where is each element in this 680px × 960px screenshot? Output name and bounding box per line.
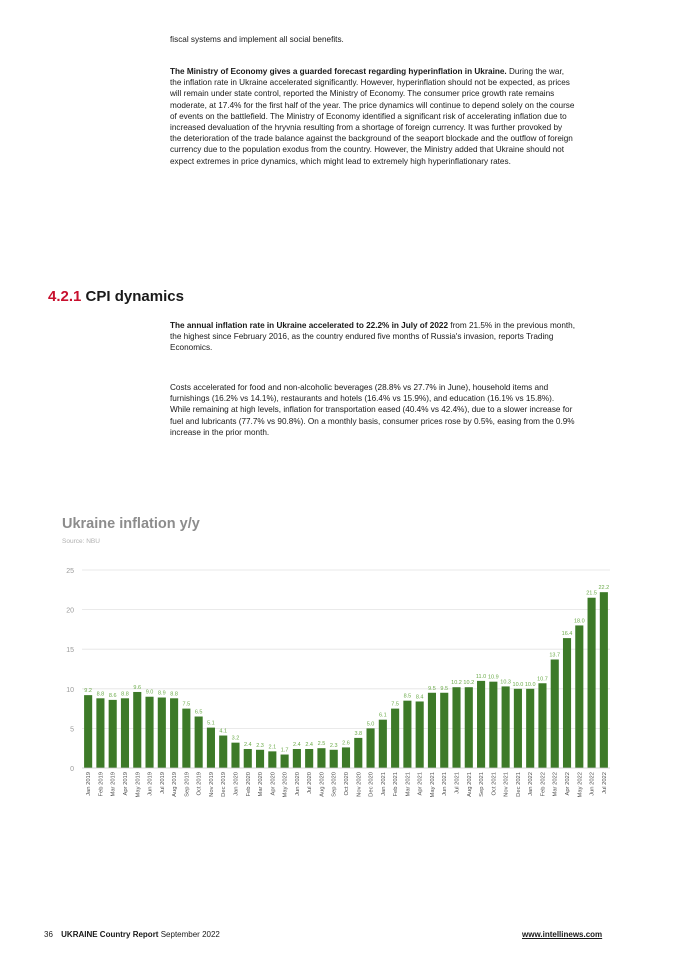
data-label: 10.7 <box>537 676 548 683</box>
x-tick-label: Mar 2019 <box>110 772 117 797</box>
chart-title: Ukraine inflation y/y <box>62 516 200 532</box>
bar <box>133 692 141 768</box>
bar <box>182 709 190 768</box>
data-label: 8.8 <box>96 691 105 698</box>
paragraph-top-text: fiscal systems and implement all social benefits. <box>170 35 344 44</box>
x-tick-label: Apr 2022 <box>565 772 572 796</box>
data-label: 10.2 <box>463 680 475 687</box>
page-number: 36 <box>44 930 53 939</box>
x-tick-label: Mar 2022 <box>552 772 559 797</box>
data-label: 7.5 <box>391 701 399 708</box>
x-tick-label: Dec 2019 <box>221 772 228 797</box>
y-tick-label: 25 <box>66 568 74 575</box>
data-label: 2.4 <box>293 741 301 748</box>
bar <box>244 749 252 768</box>
data-label: 10.0 <box>524 681 536 688</box>
bar <box>145 697 153 768</box>
bar <box>96 698 104 768</box>
data-label: 22.2 <box>598 585 610 592</box>
bar <box>367 728 375 768</box>
data-label: 9.5 <box>440 685 449 692</box>
paragraph-annual-inflation <box>170 320 575 354</box>
bar <box>342 747 350 768</box>
bar <box>575 625 583 768</box>
bar <box>489 682 497 768</box>
chart-subtitle: Source: NBU <box>62 538 100 545</box>
x-tick-label: Jul 2021 <box>454 772 461 794</box>
data-label: 2.1 <box>268 744 277 751</box>
data-label: 9.5 <box>428 685 436 692</box>
bar <box>465 687 473 768</box>
x-tick-label: Feb 2021 <box>393 772 400 797</box>
x-tick-label: Jun 2019 <box>147 772 154 796</box>
data-label: 8.9 <box>157 690 166 697</box>
bar <box>452 687 460 768</box>
y-tick-label: 0 <box>70 766 74 773</box>
x-tick-label: Feb 2019 <box>98 772 105 797</box>
bar <box>354 738 362 768</box>
bar <box>256 750 264 768</box>
x-tick-label: Jan 2020 <box>233 772 240 796</box>
y-tick-label: 5 <box>70 726 74 734</box>
data-label: 4.1 <box>219 728 228 735</box>
x-tick-label: Jul 2019 <box>159 772 166 794</box>
bar <box>109 700 117 768</box>
data-label: 1.7 <box>280 747 289 754</box>
x-tick-label: Nov 2020 <box>356 772 363 797</box>
x-tick-label: Apr 2021 <box>417 772 424 796</box>
x-tick-label: Jul 2022 <box>601 772 608 794</box>
bar <box>514 689 522 768</box>
x-tick-label: Feb 2022 <box>540 772 547 797</box>
x-tick-label: Jun 2022 <box>589 772 596 796</box>
bar <box>428 693 436 768</box>
x-tick-label: Jul 2020 <box>307 772 314 794</box>
x-tick-label: May 2020 <box>282 772 289 798</box>
y-tick-label: 15 <box>66 647 74 655</box>
bar <box>281 755 289 768</box>
x-tick-label: Sep 2019 <box>184 772 191 797</box>
footer-website-link[interactable]: www.intellinews.com <box>522 930 603 939</box>
data-label: 10.2 <box>451 680 462 687</box>
bar <box>121 698 129 768</box>
footer-left <box>44 930 220 939</box>
data-label: 11.0 <box>475 673 487 680</box>
data-label: 2.5 <box>317 741 326 748</box>
x-tick-label: Apr 2020 <box>270 772 277 796</box>
x-tick-label: Apr 2019 <box>122 772 129 796</box>
data-label: 2.3 <box>329 742 338 749</box>
x-tick-label: May 2022 <box>577 772 584 798</box>
data-label: 10.9 <box>487 674 499 681</box>
annual-body: from 21.5% in the previous month, the highest since February 2016, as the country endured five months of Russia's invasion, reports Trading Economics. <box>170 321 575 353</box>
bar <box>231 743 239 768</box>
bar <box>195 717 203 768</box>
data-label: 13.7 <box>549 652 561 659</box>
x-tick-label: Oct 2019 <box>196 772 203 796</box>
bar <box>502 686 510 768</box>
bar <box>538 683 546 768</box>
data-label: 18.0 <box>573 618 585 625</box>
x-tick-label: Jun 2021 <box>442 772 449 796</box>
bar <box>84 695 92 768</box>
data-label: 2.4 <box>305 741 313 748</box>
footer-edition: September 2022 <box>158 930 220 939</box>
bar <box>158 698 166 768</box>
x-tick-label: Aug 2019 <box>172 772 179 797</box>
paragraph-costs <box>170 382 575 438</box>
data-label: 9.2 <box>84 688 92 695</box>
section-number: 4.2.1 <box>48 288 82 305</box>
paragraph-top <box>170 34 575 45</box>
data-label: 9.6 <box>133 684 142 691</box>
x-tick-label: Aug 2021 <box>466 772 473 797</box>
footer-report-title: UKRAINE Country Report <box>61 930 159 939</box>
data-label: 3.8 <box>354 730 363 737</box>
x-tick-label: Dec 2020 <box>368 772 375 797</box>
x-tick-label: Sep 2020 <box>331 772 338 797</box>
x-tick-label: Feb 2020 <box>245 772 252 797</box>
x-tick-label: Oct 2021 <box>491 772 498 796</box>
x-tick-label: Nov 2021 <box>503 772 510 797</box>
x-tick-label: Oct 2020 <box>344 772 350 796</box>
x-tick-label: Jun 2020 <box>294 772 301 796</box>
bar <box>330 750 338 768</box>
data-label: 3.2 <box>231 735 240 742</box>
data-label: 7.5 <box>182 701 191 708</box>
data-label: 6.5 <box>194 709 203 716</box>
data-label: 16.4 <box>561 631 573 638</box>
x-tick-label: Nov 2019 <box>208 772 215 797</box>
bar <box>268 751 276 768</box>
paragraph-ministry <box>170 66 575 167</box>
x-tick-label: Aug 2020 <box>319 772 326 797</box>
data-label: 9.0 <box>145 689 154 696</box>
bar <box>293 749 301 768</box>
x-tick-label: Jan 2022 <box>528 772 535 796</box>
data-label: 5.0 <box>366 721 375 728</box>
data-label: 2.3 <box>256 742 264 749</box>
section-heading <box>48 288 184 305</box>
data-label: 8.4 <box>415 694 424 701</box>
data-label: 2.6 <box>342 740 350 747</box>
x-tick-label: Jan 2021 <box>380 772 387 796</box>
ministry-lead: The Ministry of Economy gives a guarded forecast regarding hyperinflation in Ukraine. <box>170 67 507 76</box>
data-label: 5.1 <box>207 720 215 727</box>
x-tick-label: Dec 2021 <box>515 772 522 797</box>
x-tick-label: Jan 2019 <box>86 772 93 796</box>
section-title: CPI dynamics <box>85 288 184 305</box>
bar <box>416 701 424 768</box>
bar <box>305 749 313 768</box>
bar <box>317 748 325 768</box>
bar <box>170 698 178 768</box>
x-tick-label: May 2021 <box>429 772 436 798</box>
data-label: 8.5 <box>403 693 412 700</box>
data-label: 10.0 <box>512 681 524 688</box>
data-label: 8.8 <box>170 691 178 698</box>
data-label: 6.1 <box>379 712 387 719</box>
bar <box>477 681 485 768</box>
x-tick-label: Mar 2021 <box>405 772 412 797</box>
costs-text: Costs accelerated for food and non-alcoholic beverages (28.8% vs 27.7% in June), household items and furnishings (16.2% vs 14.1%), restaurants and hotels (16.4% vs 15.9%), and education (16.1% vs 15.8%). While remaining at high levels, inflation for transportation eased (40.4% vs 42.4%), due to a slower increase for fuel and lubricants (77.7% vs 90.8%). On a monthly basis, consumer prices rose by 0.5%, easing from the 0.9% increase in the prior month. <box>170 383 575 437</box>
x-tick-label: Sep 2021 <box>479 772 486 797</box>
bar <box>391 709 399 768</box>
bar <box>379 720 387 768</box>
y-tick-label: 20 <box>66 607 74 615</box>
x-tick-label: Mar 2020 <box>258 772 265 797</box>
data-label: 21.5 <box>586 590 597 597</box>
bar <box>563 638 571 768</box>
bar <box>551 659 559 768</box>
bar <box>600 592 608 768</box>
bar <box>219 736 227 768</box>
bar <box>526 689 534 768</box>
bar <box>207 728 215 768</box>
data-label: 10.3 <box>500 679 511 686</box>
bar <box>403 701 411 768</box>
data-label: 8.8 <box>121 691 129 698</box>
bar <box>440 693 448 768</box>
ministry-body: During the war, the inflation rate in Ukraine accelerated significantly. However, hyperinflation should not be expected, as prices will remain under state control, reported the Ministry of Economy. The consumer price growth rate remains moderate, at 17.4% for the first half of the year. The price dynamics will continue to depend solely on the course of events on the battlefield. The Ministry of Economy identified a significant risk of accelerating inflation due to increased devaluation of the hryvnia resulting from a shortage of foreign currency. It was further provoked by the deterioration of the trade balance against the background of the seaport blockade and the outflow of foreign currency due to the population exodus from the country. However, the Ministry added that Ukraine should not expect extremes in price dynamics, which might lead to extremely high hyperinflationary rates. <box>170 67 575 166</box>
data-label: 2.4 <box>243 741 252 748</box>
data-label: 8.6 <box>108 692 117 699</box>
annual-lead: The annual inflation rate in Ukraine accelerated to 22.2% in July of 2022 <box>170 321 449 330</box>
bar <box>588 598 596 768</box>
x-tick-label: May 2019 <box>135 772 142 798</box>
y-tick-label: 10 <box>66 686 74 694</box>
inflation-chart <box>50 560 630 822</box>
